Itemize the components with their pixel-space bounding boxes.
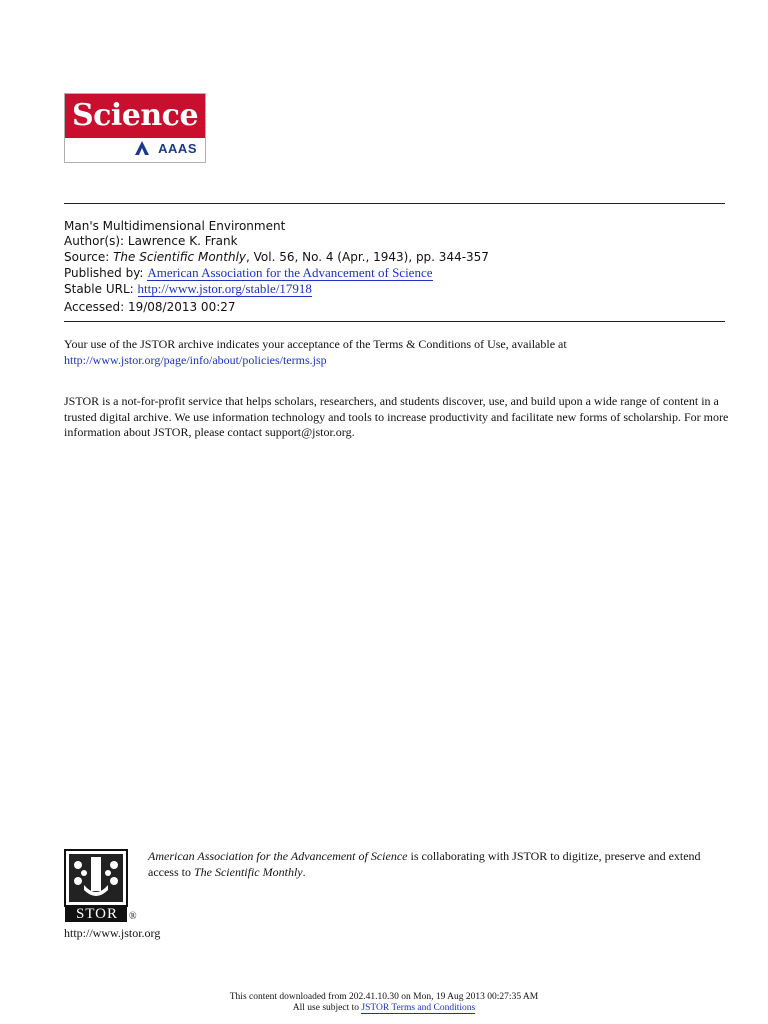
publisher-line [64, 265, 433, 281]
aaas-wordmark: AAAS [158, 141, 197, 156]
footer-terms-line [0, 1003, 768, 1014]
accessed-label: Accessed: [64, 300, 125, 314]
collaboration-note [148, 849, 728, 880]
source-details: , Vol. 56, No. 4 (Apr., 1943), pp. 344-357 [246, 250, 489, 264]
author-label: Author(s): [64, 234, 125, 248]
source-line [64, 250, 489, 265]
accessed-line [64, 300, 236, 315]
footer-terms-prefix: All use subject to [292, 1003, 362, 1013]
stable-url-line [64, 281, 312, 297]
jstor-logo-text: STOR [75, 906, 119, 922]
terms-text: Your use of the JSTOR archive indicates your acceptance of the Terms & Conditions of Use, available at [64, 337, 567, 351]
download-footer [0, 992, 768, 1014]
footer-terms-link[interactable]: JSTOR Terms and Conditions [361, 1003, 476, 1013]
terms-notice [64, 337, 734, 368]
published-label: Published by: [64, 266, 144, 280]
footer-download-line: This content downloaded from 202.41.10.30 on Mon, 19 Aug 2013 00:27:35 AM [229, 992, 539, 1002]
collab-org: American Association for the Advancement of Science [148, 849, 408, 863]
science-aaas-logo [64, 93, 206, 163]
stable-url-label: Stable URL: [64, 282, 134, 296]
author-name: Lawrence K. Frank [127, 234, 238, 248]
author-line [64, 234, 238, 249]
article-title: Man's Multidimensional Environment [64, 219, 286, 233]
collab-journal: The Scientific Monthly [193, 864, 303, 879]
collab-mid: is collaborating with JSTOR to digitize, preserve and extend access to [148, 849, 701, 879]
source-journal: The Scientific Monthly [113, 250, 247, 264]
accessed-date: 19/08/2013 00:27 [127, 300, 236, 314]
collab-end: . [302, 864, 306, 879]
publisher-link[interactable]: American Association for the Advancement of Science [147, 265, 433, 280]
aaas-mark-icon [135, 141, 149, 155]
jstor-about-text: JSTOR is a not-for-profit service that helps scholars, researchers, and students discover, use, and build upon a wide range of content in a trusted digital archive. We use information technology and tools to increase productivity and facilitate new forms of scholarship. For more information about JSTOR, please contact support@jstor.org. [64, 394, 729, 439]
jstor-logo [64, 849, 142, 923]
source-label: Source: [64, 250, 110, 264]
science-wordmark: Science [65, 94, 205, 138]
middle-divider [64, 321, 725, 322]
jstor-url-link[interactable]: http://www.jstor.org [64, 926, 161, 940]
stable-url-link[interactable]: http://www.jstor.org/stable/17918 [137, 281, 312, 296]
terms-link[interactable]: http://www.jstor.org/page/info/about/policies/terms.jsp [64, 352, 327, 367]
top-divider [64, 203, 725, 204]
registered-mark: ® [129, 911, 137, 922]
